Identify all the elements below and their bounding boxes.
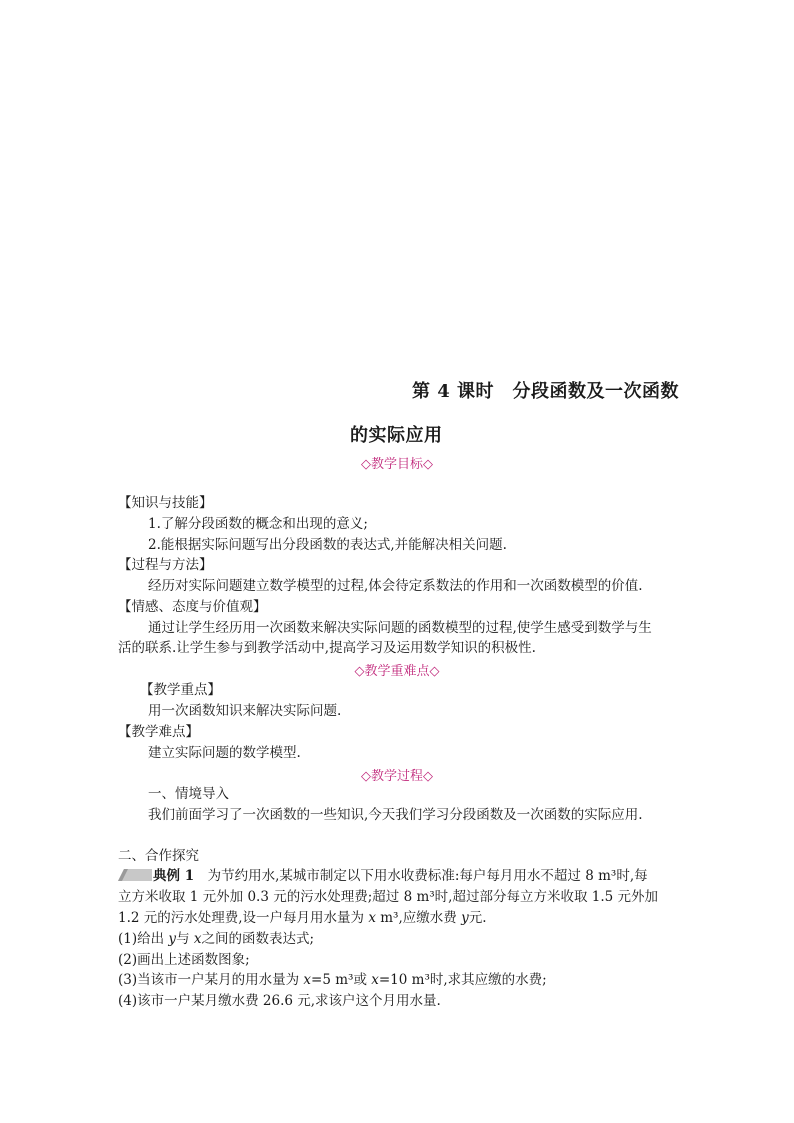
process-method-item-1: 经历对实际问题建立数学模型的过程,体会待定系数法的作用和一次函数模型的价值.	[148, 578, 643, 594]
question-2: (2)画出上述函数图象;	[118, 952, 250, 968]
q1-text-c: 之间的函数表达式;	[201, 931, 315, 947]
section-objectives: ◇教学目标◇	[361, 457, 433, 472]
example-line-1	[153, 866, 648, 887]
question-4: (4)该市一户某月缴水费 26.6 元,求该户这个月用水量.	[118, 993, 441, 1009]
q3-text-a: (3)当该市一户某月的用水量为	[118, 972, 304, 988]
example-label: 典例 1	[153, 868, 195, 884]
variable-y: y	[461, 910, 469, 926]
example-text-3c: 元.	[468, 910, 487, 926]
example-text-1: 为节约用水,某城市制定以下用水收费标准:每户每月用水不超过 8 m³时,每	[194, 868, 648, 884]
emotion-heading: 【情感、态度与价值观】	[118, 599, 267, 615]
step1-heading: 一、情境导入	[148, 786, 229, 802]
example-tab-icon	[118, 869, 152, 881]
example-line-2: 立方米收取 1 元外加 0.3 元的污水处理费;超过 8 m³时,超过部分每立方米收取 1.5 元外加	[118, 889, 658, 905]
process-method-heading: 【过程与方法】	[118, 557, 213, 573]
section-process: ◇教学过程◇	[361, 769, 433, 784]
knowledge-item-1: 1.了解分段函数的概念和出现的意义;	[148, 516, 368, 532]
section-key-points: ◇教学重难点◇	[354, 664, 440, 679]
q3-variable-x1: x	[303, 972, 312, 988]
example-line-3	[118, 908, 487, 929]
focus-heading: 【教学重点】	[140, 682, 221, 698]
focus-item-1: 用一次函数知识来解决实际问题.	[148, 703, 342, 719]
question-3	[118, 970, 547, 991]
question-1	[118, 929, 314, 950]
difficulty-heading: 【教学难点】	[118, 724, 199, 740]
step2-heading: 二、合作探究	[118, 848, 199, 864]
example-text-3a: 1.2 元的污水处理费,设一户每月用水量为	[118, 910, 369, 926]
emotion-line-2: 活的联系.让学生参与到教学活动中,提高学习及运用数学知识的积极性.	[118, 640, 536, 656]
difficulty-item-1: 建立实际问题的数学模型.	[148, 745, 301, 761]
emotion-line-1: 通过让学生经历用一次函数来解决实际问题的函数模型的过程,使学生感受到数学与生	[148, 620, 652, 636]
step1-text: 我们前面学习了一次函数的一些知识,今天我们学习分段函数及一次函数的实际应用.	[148, 807, 643, 823]
lesson-title-line1: 第 4 课时 分段函数及一次函数	[412, 381, 680, 402]
q3-text-b: =5 m³或	[311, 972, 372, 988]
example-text-3b: m³,应缴水费	[375, 910, 462, 926]
q1-text-b: 与	[176, 931, 194, 947]
lesson-title-line2: 的实际应用	[350, 425, 443, 446]
knowledge-item-2: 2.能根据实际问题写出分段函数的表达式,并能解决相关问题.	[148, 537, 507, 553]
q3-variable-x2: x	[371, 972, 379, 988]
q1-variable-x: x	[193, 931, 202, 947]
q1-variable-y: y	[168, 931, 177, 947]
knowledge-heading: 【知识与技能】	[118, 495, 213, 511]
variable-x: x	[368, 910, 376, 926]
q1-text-a: (1)给出	[118, 931, 169, 947]
q3-text-c: =10 m³时,求其应缴的水费;	[378, 972, 547, 988]
